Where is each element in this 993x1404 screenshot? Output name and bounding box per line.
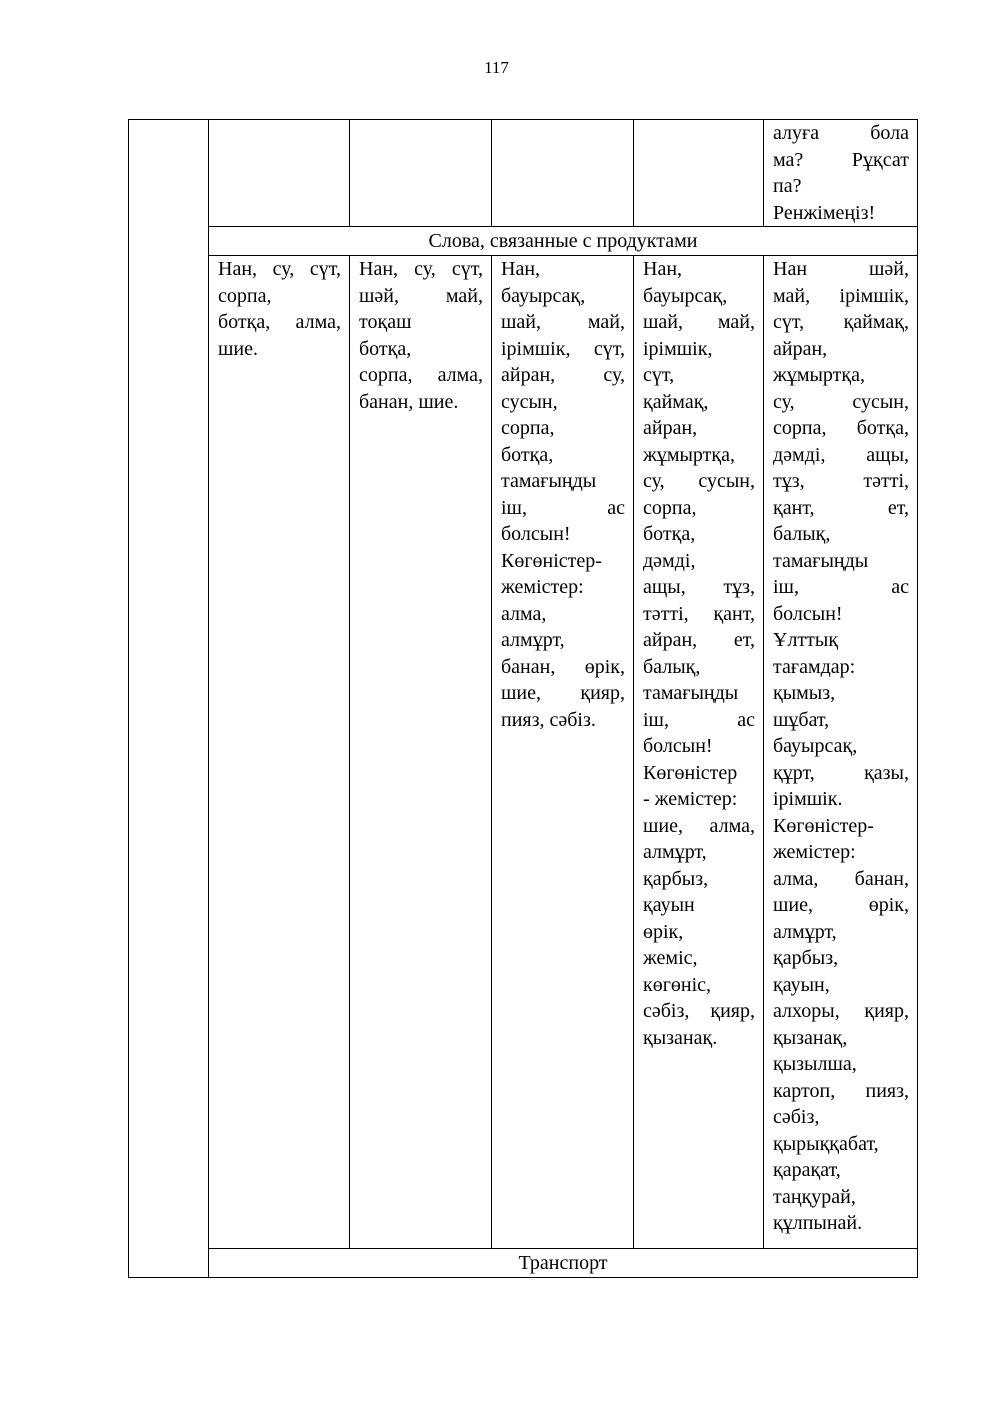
cell-line: қант, ет, [773,496,909,519]
cell-line: жұмыртқа, [643,443,735,466]
cell-line: су, сусын, [773,390,909,413]
cell-line: алуға бола [773,122,909,144]
cell-line: банан, өрік, [501,655,625,678]
cell-line: жемістер: [501,576,584,598]
cell-line: сорпа, ботқа, [773,417,909,439]
cell-line: тәтті, қант, [643,602,755,625]
table-row-food-words [129,256,918,1249]
cell-line: дәмді, ащы, [773,443,909,466]
table-cell [634,120,764,227]
cell-line: Нан, [643,258,683,280]
cell-line: сусын, [501,390,558,413]
cell-line: ботқа, [501,443,554,466]
cell-line: па? [773,175,802,197]
table-row-section-header [129,227,918,256]
cell-line: іш, ас [773,576,909,598]
cell-line: болсын! [643,735,713,757]
cell-line: жеміс, [643,947,698,969]
cell-line: таңқурай, [773,1185,856,1208]
table-cell [492,256,634,1249]
cell-line: шие, қияр, [501,682,625,704]
cell-line: Көгөністер- [773,814,874,837]
cell-line: тұз, тәтті, [773,470,909,492]
cell-line: ірімшік. [773,788,843,810]
cell-line: сорпа, [501,417,555,439]
cell-line: Нан, су, сүт, [218,258,341,280]
cell-line: айран, су, [501,364,625,386]
cell-line: картоп, пияз, [773,1079,909,1102]
cell-line: шай, май, [501,311,625,333]
table-cell [209,120,350,227]
cell-text [764,120,917,226]
cell-line: қызанақ. [643,1026,718,1049]
page-number: 117 [484,58,509,77]
cell-text [209,256,349,362]
cell-text [492,256,633,733]
table-cell [209,256,350,1249]
cell-line: айран, ет, [643,629,755,651]
cell-line: сорпа, [643,496,697,519]
cell-line: іш, ас [643,708,755,731]
cell-line: май, ірімшік, [773,284,909,307]
cell-line: жұмыртқа, [773,364,865,386]
cell-line: қарбыз, [773,947,839,969]
cell-line: алмұрт, [501,629,565,651]
cell-line: ботқа, [643,523,696,545]
cell-line: Көгөністер [643,761,738,784]
section-title-transport: Транспорт [209,1249,918,1278]
table-cell [350,120,492,227]
cell-line: қаймақ, [643,390,709,413]
left-margin-cell [129,120,209,1278]
cell-line: тағамдар: [773,655,856,678]
table-cell [492,120,634,227]
cell-line: қымыз, [773,682,836,704]
cell-line: айран, [773,337,828,360]
cell-line: Ұлттық [773,629,839,651]
cell-line: айран, [643,417,698,439]
cell-line: ірімшік, сүт, [501,337,625,360]
cell-line: құрт, қазы, [773,761,909,784]
cell-line: алма, банан, [773,867,909,890]
cell-line: қарбыз, [643,867,709,890]
cell-line: банан, шие. [359,390,459,413]
cell-line: алмұрт, [773,920,837,943]
cell-line: Көгөністер- [501,549,602,572]
table-cell [764,120,918,227]
cell-line: балық, [643,655,701,678]
cell-line: қырыққабат, [773,1132,879,1155]
table-row-section-header [129,1249,918,1278]
table-cell [350,256,492,1249]
cell-line: Нан шәй, [773,258,909,280]
cell-line: қауын [643,894,695,916]
cell-line: құлпынай. [773,1212,863,1234]
cell-line: сүт, қаймақ, [773,311,909,333]
cell-line: Нан, су, сүт, [359,258,483,280]
cell-line: алма, [501,602,547,625]
cell-line: пияз, сәбіз. [501,708,596,731]
cell-line: тамағыңды [501,470,597,492]
cell-line: тамағыңды [773,549,869,572]
vocabulary-table [128,119,918,1278]
cell-line: сәбіз, [773,1106,820,1128]
cell-line: өрік, [643,920,684,943]
cell-line: қауын, [773,973,830,996]
cell-line: шие, алма, [643,814,755,837]
cell-line: шәй, май, [359,284,483,307]
cell-line: алхоры, қияр, [773,1000,909,1022]
cell-line: шие. [218,337,258,360]
cell-line: сәбіз, қияр, [643,1000,755,1022]
cell-text [764,256,917,1237]
cell-text [350,256,491,415]
cell-line: ма? Рұқсат [773,148,909,171]
table-cell [764,256,918,1249]
cell-line: шие, өрік, [773,894,909,916]
cell-line: ботқа, [359,337,412,360]
cell-line: жемістер: [773,841,856,863]
cell-line: алмұрт, [643,841,707,863]
cell-line: болсын! [501,523,571,545]
cell-line: балық, [773,523,831,545]
cell-line: шай, май, [643,311,755,333]
cell-line: сүт, [643,364,675,386]
cell-line: қызылша, [773,1053,857,1075]
cell-line: бауырсақ, [773,735,858,757]
cell-line: көгөніс, [643,973,712,996]
cell-line: ірімшік, [643,337,713,360]
cell-line: іш, ас [501,496,625,519]
cell-line: тоқаш [359,311,412,333]
cell-line: ботқа, алма, [218,311,341,333]
cell-line: - жемістер: [643,788,738,810]
table-cell [634,256,764,1249]
cell-text [634,256,763,1051]
cell-line: Ренжімеңіз! [773,201,876,224]
cell-line: дәмді, [643,549,696,572]
cell-line: ащы, тұз, [643,576,755,598]
cell-line: сорпа, [218,284,272,307]
cell-line: тамағыңды [643,682,739,704]
table-row-continuation [129,120,918,227]
section-title-food: Слова, связанные с продуктами [209,227,918,256]
cell-line: бауырсақ, [643,284,728,307]
cell-line: Нан, [501,258,541,280]
cell-line: сорпа, алма, [359,364,483,386]
cell-line: бауырсақ, [501,284,586,307]
cell-line: шұбат, [773,708,830,731]
cell-line: су, сусын, [643,470,755,492]
cell-line: қарақат, [773,1159,841,1181]
cell-line: қызанақ, [773,1026,848,1049]
cell-line: болсын! [773,602,843,625]
